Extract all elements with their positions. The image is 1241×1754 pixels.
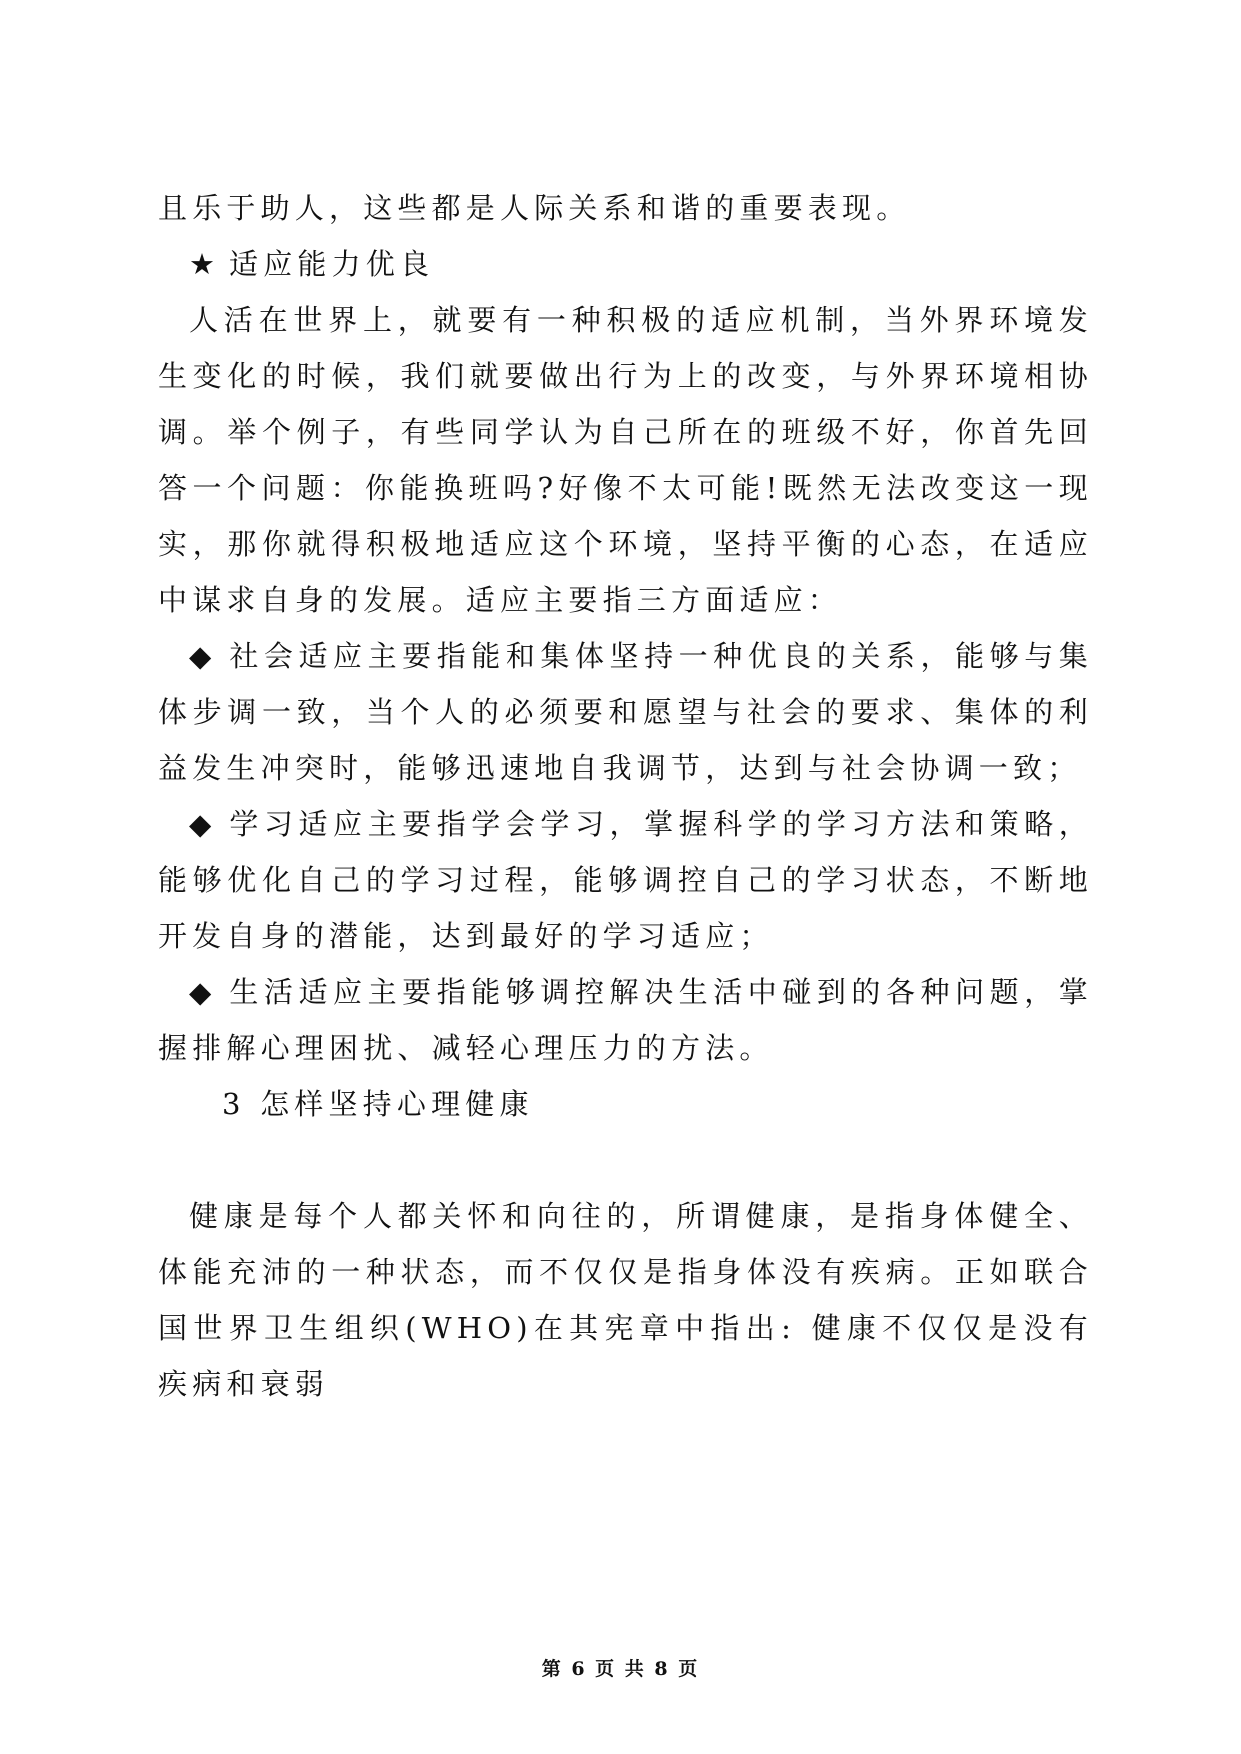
diamond-bullet-icon: ◆ [189,639,212,673]
page-number-footer: 第 6 页 共 8 页 [541,1658,700,1680]
bullet-item-text: 社会适应主要指能和集体坚持一种优良的关系，能够与集体步调一致，当个人的必须要和愿望与社会的要求、集体的利益发生冲突时，能够迅速地自我调节，达到与社会协调一致； [158,639,1093,785]
paragraph-adaptation-intro: 人活在世界上，就要有一种积极的适应机制，当外界环境发生变化的时候，我们就要做出行为上的改变，与外界环境相协调。举个例子，有些同学认为自己所在的班级不好，你首先回答一个问题：你能换班吗?好像不太可能!既然无法改变这一现实，那你就得积极地适应这个环境，坚持平衡的心态，在适应中谋求自身的发展。适应主要指三方面适应： [158,303,1093,617]
document-body [158,180,1093,1412]
bullet-item-study [158,796,1093,964]
blank-line [158,1132,1093,1188]
star-icon: ★ [189,247,215,281]
section-heading-adaptability [158,236,1093,292]
bullet-item-text: 学习适应主要指学会学习，掌握科学的学习方法和策略，能够优化自己的学习过程，能够调控自己的学习状态，不断地开发自身的潜能，达到最好的学习适应； [158,807,1093,953]
bullet-item-text: 生活适应主要指能够调控解决生活中碰到的各种问题，掌握排解心理困扰、减轻心理压力的方法。 [158,975,1093,1065]
diamond-bullet-icon: ◆ [189,975,212,1009]
diamond-bullet-icon: ◆ [189,807,212,841]
paragraph-continuation: 且乐于助人，这些都是人际关系和谐的重要表现。 [158,191,911,225]
paragraph-health-definition: 健康是每个人都关怀和向往的，所谓健康，是指身体健全、体能充沛的一种状态，而不仅仅是指身体没有疾病。正如联合国世界卫生组织(WHO)在其宪章中指出: 健康不仅仅是没有疾病和衰弱 [158,1199,1093,1401]
section-heading-text: 适应能力优良 [229,247,435,281]
section-heading-mental-health: 3 怎样坚持心理健康 [222,1087,534,1121]
bullet-item-life [158,964,1093,1076]
bullet-item-social [158,628,1093,796]
